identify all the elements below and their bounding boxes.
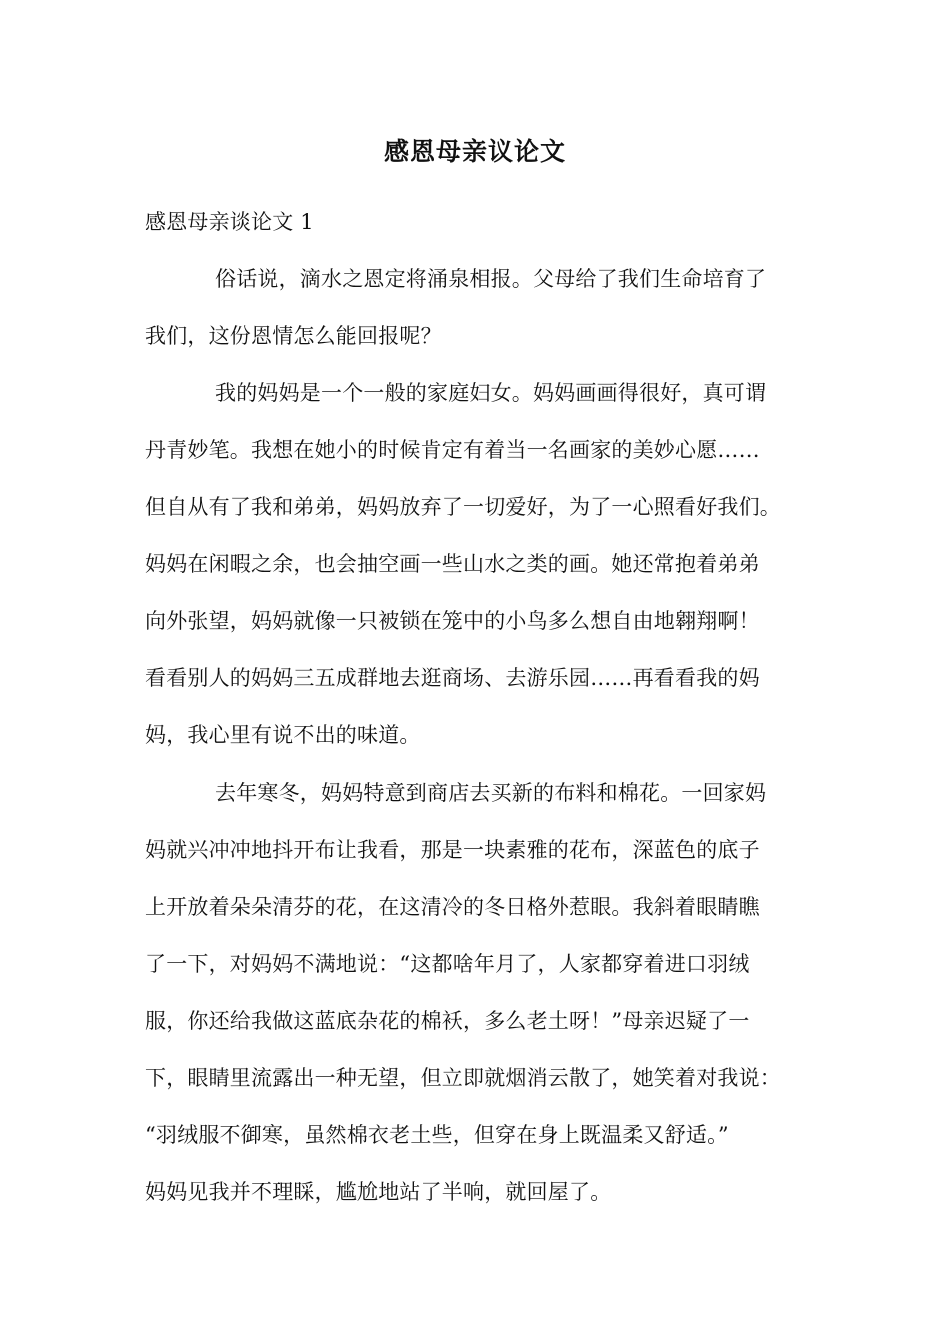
- text-line: 上开放着朵朵清芬的花，在这清冷的冬日格外惹眼。我斜着眼睛瞧: [145, 895, 760, 919]
- text-line: 妈妈在闲暇之余，也会抽空画一些山水之类的画。她还常抱着弟弟: [145, 552, 760, 576]
- text-line: 服，你还给我做这蓝底杂花的棉袄，多么老土呀！”母亲迟疑了一: [145, 1009, 750, 1033]
- text-line: 看看别人的妈妈三五成群地去逛商场、去游乐园……再看看我的妈: [145, 666, 760, 690]
- text-line: 去年寒冬，妈妈特意到商店去买新的布料和棉花。一回家妈: [215, 781, 767, 805]
- text-line: 丹青妙笔。我想在她小的时候肯定有着当一名画家的美妙心愿……: [145, 438, 760, 462]
- text-line: 下，眼睛里流露出一种无望，但立即就烟消云散了，她笑着对我说：: [145, 1066, 781, 1090]
- section-heading: 感恩母亲谈论文 1: [145, 210, 314, 234]
- text-line: 但自从有了我和弟弟，妈妈放弃了一切爱好，为了一心照看好我们。: [145, 495, 781, 519]
- text-line: 了一下，对妈妈不满地说：“这都啥年月了，人家都穿着进口羽绒: [145, 952, 750, 976]
- text-line: 我的妈妈是一个一般的家庭妇女。妈妈画画得很好，真可谓: [215, 381, 767, 405]
- text-line: 妈，我心里有说不出的味道。: [145, 723, 421, 747]
- text-line: “羽绒服不御寒，虽然棉衣老土些，但穿在身上既温柔又舒适。”: [145, 1123, 729, 1147]
- text-line: 妈妈见我并不理睬，尴尬地站了半响，就回屋了。: [145, 1180, 612, 1204]
- document-title: 感恩母亲议论文: [383, 137, 566, 166]
- text-line: 妈就兴冲冲地抖开布让我看，那是一块素雅的花布，深蓝色的底子: [145, 838, 760, 862]
- text-line: 向外张望，妈妈就像一只被锁在笼中的小鸟多么想自由地翱翔啊！: [145, 609, 760, 633]
- text-line: 俗话说，滴水之恩定将涌泉相报。父母给了我们生命培育了: [215, 267, 767, 291]
- text-line: 我们，这份恩情怎么能回报呢？: [145, 324, 442, 348]
